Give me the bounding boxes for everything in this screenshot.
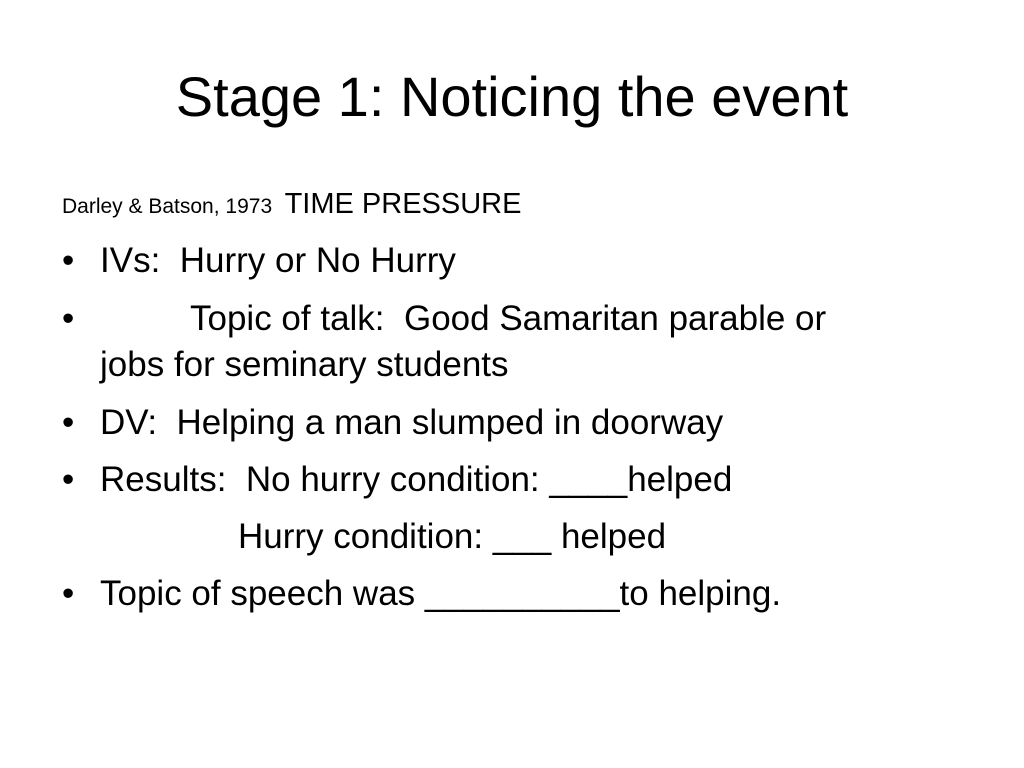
study-reference: [62, 188, 521, 221]
bullet-text: Results: No hurry condition: ____helped: [100, 460, 733, 499]
bullet-continuation-results: Hurry condition: ___ helped: [238, 517, 667, 556]
bullet-text: Topic of speech was __________to helping.: [100, 574, 782, 613]
subtitle-text: TIME PRESSURE: [284, 188, 522, 220]
bullet-text: DV: Helping a man slumped in doorway: [100, 403, 724, 442]
bullet-marker: •: [62, 299, 75, 338]
bullet-marker: •: [62, 574, 75, 613]
bullet-marker: •: [62, 241, 75, 280]
bullet-text: Topic of talk: Good Samaritan parable or: [190, 299, 827, 338]
bullet-continuation-topic: jobs for seminary students: [100, 345, 509, 384]
citation-text: Darley & Batson, 1973: [62, 195, 273, 218]
bullet-marker: •: [62, 460, 75, 499]
slide-title: Stage 1: Noticing the event: [175, 65, 849, 128]
bullet-marker: •: [62, 403, 75, 442]
bullet-text: IVs: Hurry or No Hurry: [100, 241, 456, 280]
